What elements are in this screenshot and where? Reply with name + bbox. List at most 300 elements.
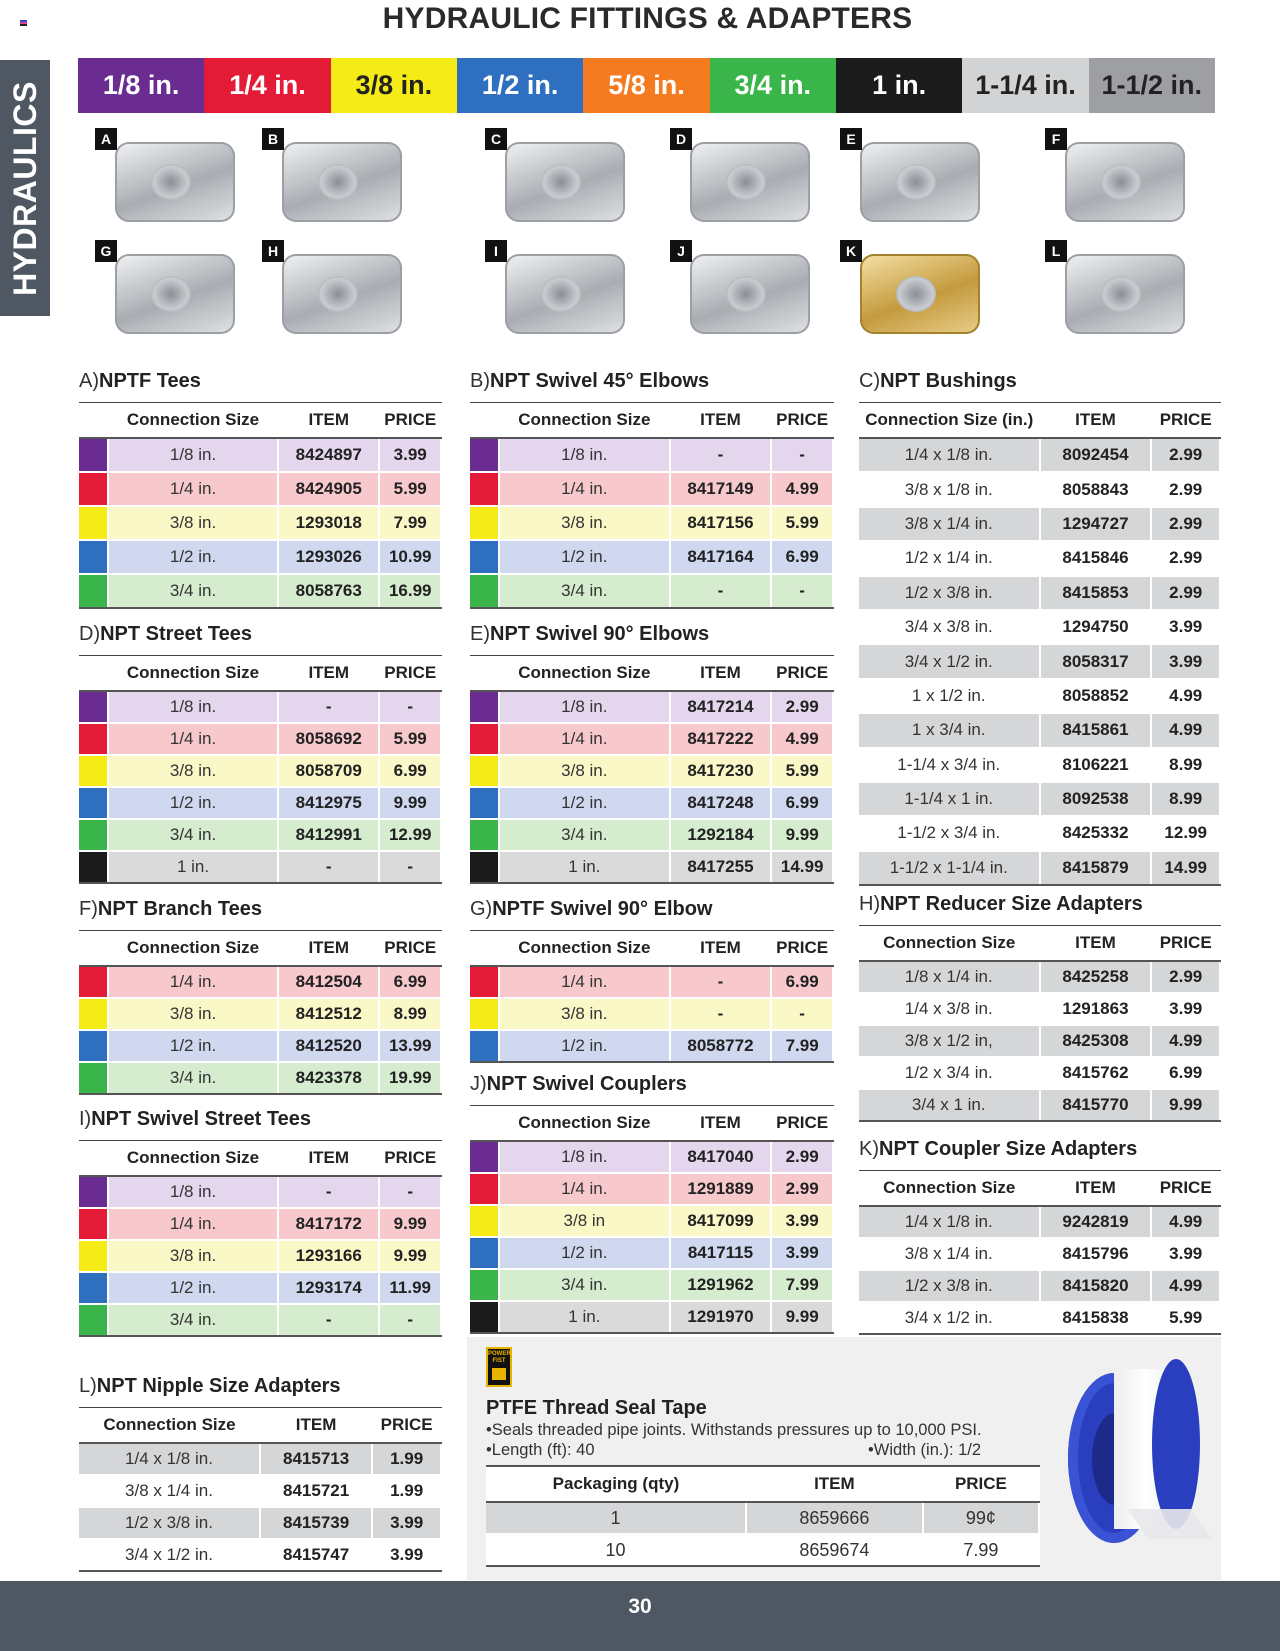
fitting-image-h [262, 240, 412, 340]
item-number-cell[interactable]: 8412975 [278, 787, 379, 819]
side-tab-label: HYDRAULICS [6, 80, 43, 296]
size-color-swatch [470, 1205, 499, 1237]
connection-size-cell: 1/4 x 1/8 in. [79, 1443, 260, 1475]
table-row [79, 1176, 441, 1208]
price-cell: 6.99 [771, 966, 833, 998]
connection-size-cell: 3/4 x 1/2 in. [859, 1302, 1040, 1334]
connection-size-cell: 3/8 in. [499, 755, 670, 787]
table-section-nptf-tees [79, 370, 442, 609]
size-color-swatch [470, 1269, 499, 1301]
price-cell: 7.99 [923, 1534, 1039, 1566]
size-color-swatch [470, 506, 499, 540]
size-color-swatch [79, 723, 108, 755]
item-number-cell[interactable]: 8412520 [278, 1030, 379, 1062]
table-row [859, 1025, 1220, 1057]
table-row [470, 787, 833, 819]
item-number-cell[interactable]: 8417164 [670, 540, 772, 574]
connection-size-cell: 1/8 x 1/4 in. [859, 961, 1040, 993]
table-row [79, 1030, 441, 1062]
price-cell: 2.99 [1151, 541, 1220, 575]
table-row [859, 782, 1220, 816]
price-cell: 3.99 [379, 438, 441, 472]
item-number-cell[interactable]: 8058317 [1040, 644, 1152, 678]
price-cell: 3.99 [372, 1507, 441, 1539]
item-number-cell[interactable]: 8415721 [260, 1475, 372, 1507]
table-row [79, 691, 441, 723]
price-cell: 3.99 [771, 1205, 833, 1237]
price-cell: 5.99 [1151, 1302, 1220, 1334]
column-header: ITEM [670, 931, 772, 966]
connection-size-cell: 1-1/2 x 3/4 in. [859, 816, 1040, 850]
item-number-cell[interactable]: 8424897 [278, 438, 379, 472]
item-number-cell[interactable]: 1291962 [670, 1269, 772, 1301]
table-row [79, 851, 441, 883]
tape-price-table [486, 1467, 1040, 1567]
table-section-npt-branch-tees [79, 898, 442, 1095]
connection-size-cell: 3/4 in. [108, 1304, 278, 1336]
item-number-cell[interactable]: 8092454 [1040, 438, 1152, 472]
item-number-cell[interactable]: 8415739 [260, 1507, 372, 1539]
item-number-cell[interactable]: 8092538 [1040, 782, 1152, 816]
connection-size-cell: 1/2 in. [499, 1030, 670, 1062]
price-cell: 13.99 [379, 1030, 441, 1062]
connection-size-cell: 1/8 in. [499, 438, 670, 472]
item-number-cell[interactable]: 8058843 [1040, 472, 1152, 506]
item-number-cell[interactable]: 8415853 [1040, 576, 1152, 610]
table-row [470, 1269, 833, 1301]
table-row [859, 644, 1220, 678]
connection-size-cell: 3/4 in. [108, 574, 278, 608]
table-row [79, 438, 441, 472]
item-number-cell[interactable]: 8415861 [1040, 713, 1152, 747]
connection-size-cell: 1/4 in. [499, 472, 670, 506]
item-number-cell[interactable]: 8058692 [278, 723, 379, 755]
table-row [470, 1141, 833, 1173]
column-header: PRICE [771, 656, 833, 691]
connection-size-cell: 1/2 in. [108, 540, 278, 574]
item-number-cell[interactable]: 8415796 [1040, 1238, 1152, 1270]
fitting-photo [860, 254, 980, 334]
power-fist-logo: POWER FIST [486, 1347, 512, 1387]
column-header: PRICE [1151, 926, 1220, 961]
section-letter: D) [79, 623, 101, 645]
column-header: ITEM [670, 1106, 772, 1141]
price-cell: 1.99 [372, 1475, 441, 1507]
price-cell: 7.99 [379, 506, 441, 540]
column-header: Connection Size [499, 403, 670, 438]
item-number-cell[interactable]: 1293018 [278, 506, 379, 540]
section-letter: L) [79, 1375, 97, 1397]
fitting-photo [505, 254, 625, 334]
column-header: Connection Size [499, 1106, 670, 1141]
fitting-image-g [95, 240, 245, 340]
size-color-swatch [79, 540, 108, 574]
connection-size-cell: 3/4 x 1/2 in. [79, 1539, 260, 1571]
price-cell: 3.99 [1151, 993, 1220, 1025]
table-row [859, 713, 1220, 747]
item-number-cell: 8659666 [746, 1502, 923, 1534]
price-table [859, 403, 1221, 886]
table-row [859, 541, 1220, 575]
section-heading [859, 893, 1221, 926]
table-row [79, 1240, 441, 1272]
page-title: HYDRAULIC FITTINGS & ADAPTERS [382, 2, 913, 35]
fitting-image-l [1045, 240, 1195, 340]
table-row [470, 851, 833, 883]
size-color-swatch [470, 851, 499, 883]
table-row [859, 748, 1220, 782]
column-header: ITEM [670, 403, 772, 438]
connection-size-cell: 3/8 in. [108, 1240, 278, 1272]
price-cell: - [379, 691, 441, 723]
item-number-cell[interactable]: 1291863 [1040, 993, 1152, 1025]
section-letter: C) [859, 370, 881, 392]
section-title: NPT Branch Tees [97, 898, 263, 920]
item-number-cell[interactable]: 1293166 [278, 1240, 379, 1272]
table-section-npt-swivel-90-elbows [470, 623, 834, 884]
item-number-cell[interactable]: 8412512 [278, 998, 379, 1030]
item-number-cell[interactable]: - [670, 438, 772, 472]
section-title: NPT Bushings [880, 370, 1017, 392]
section-heading [470, 370, 834, 403]
table-row [470, 472, 833, 506]
image-letter-label: I [485, 240, 507, 262]
connection-size-cell: 3/4 in. [108, 819, 278, 851]
item-number-cell[interactable]: 8417214 [670, 691, 772, 723]
item-number-cell[interactable]: 8417115 [670, 1237, 772, 1269]
table-row [859, 1238, 1220, 1270]
size-swatch-1-8-in-: 1/8 in. [78, 58, 204, 113]
column-header: ITEM [278, 656, 379, 691]
item-number-cell[interactable]: 8415713 [260, 1443, 372, 1475]
price-cell: - [771, 574, 833, 608]
size-color-swatch [470, 1237, 499, 1269]
fitting-photo [1065, 254, 1185, 334]
item-number-cell[interactable]: 8417156 [670, 506, 772, 540]
size-color-swatch [470, 723, 499, 755]
price-table [859, 1171, 1221, 1335]
item-number-cell[interactable]: 8425332 [1040, 816, 1152, 850]
price-table [79, 656, 442, 884]
column-header: Connection Size [499, 931, 670, 966]
size-color-swatch [79, 1304, 108, 1336]
item-number-cell[interactable]: - [278, 1304, 379, 1336]
table-row [859, 1270, 1220, 1302]
price-cell: 6.99 [379, 966, 441, 998]
item-number-cell[interactable]: 8417172 [278, 1208, 379, 1240]
tape-bullet-length: •Length (ft): 40 [486, 1441, 595, 1459]
price-cell: 5.99 [379, 472, 441, 506]
connection-size-cell: 1/8 in. [108, 691, 278, 723]
table-row [859, 1057, 1220, 1089]
item-number-cell[interactable]: 8058852 [1040, 679, 1152, 713]
connection-size-cell: 1/8 in. [499, 691, 670, 723]
fitting-image-e [840, 128, 990, 228]
price-cell: 9.99 [771, 819, 833, 851]
connection-size-cell: 3/4 in. [499, 574, 670, 608]
section-letter: G) [470, 898, 493, 920]
table-row [859, 438, 1220, 472]
item-number-cell[interactable]: 1291889 [670, 1173, 772, 1205]
column-header: Connection Size [108, 403, 278, 438]
section-letter: I) [79, 1108, 92, 1130]
price-cell: - [379, 851, 441, 883]
table-row [470, 691, 833, 723]
table-row [79, 966, 441, 998]
header-spacer [470, 931, 499, 966]
connection-size-cell: 1/2 x 3/8 in. [859, 1270, 1040, 1302]
item-number-cell[interactable]: 8425308 [1040, 1025, 1152, 1057]
connection-size-cell: 1/2 in. [499, 787, 670, 819]
price-cell: 19.99 [379, 1062, 441, 1094]
item-number-cell[interactable]: 8415820 [1040, 1270, 1152, 1302]
section-letter: J) [470, 1073, 487, 1095]
column-header: Connection Size [859, 926, 1040, 961]
connection-size-cell: 1/4 x 1/8 in. [859, 438, 1040, 472]
header-spacer [470, 403, 499, 438]
price-cell: 4.99 [771, 723, 833, 755]
table-row [79, 998, 441, 1030]
item-number-cell[interactable]: 9242819 [1040, 1206, 1152, 1238]
price-cell: 1.99 [372, 1443, 441, 1475]
column-header: Packaging (qty) [486, 1467, 746, 1502]
item-number-cell[interactable]: - [670, 998, 772, 1030]
table-row [79, 540, 441, 574]
size-color-swatch [79, 1030, 108, 1062]
size-color-swatch [79, 1062, 108, 1094]
fitting-image-b [262, 128, 412, 228]
item-number-cell[interactable]: 8425258 [1040, 961, 1152, 993]
connection-size-cell: 1-1/4 x 1 in. [859, 782, 1040, 816]
connection-size-cell: 1/4 in. [499, 723, 670, 755]
price-cell: 8.99 [379, 998, 441, 1030]
size-color-swatch [470, 574, 499, 608]
page-footer [0, 1581, 1280, 1651]
item-number-cell[interactable]: 8417149 [670, 472, 772, 506]
section-heading [859, 1138, 1221, 1171]
price-cell: 3.99 [771, 1237, 833, 1269]
item-number-cell[interactable]: - [278, 851, 379, 883]
table-row [79, 819, 441, 851]
table-row [79, 723, 441, 755]
packaging-qty-cell: 10 [486, 1534, 746, 1566]
section-heading [470, 1073, 834, 1106]
price-cell: - [379, 1176, 441, 1208]
price-table [470, 656, 834, 884]
item-number-cell[interactable]: 8417099 [670, 1205, 772, 1237]
item-number-cell[interactable]: 8424905 [278, 472, 379, 506]
item-number-cell: 8659674 [746, 1534, 923, 1566]
table-section-nptf-swivel-90-elbow [470, 898, 834, 1063]
price-cell: 3.99 [372, 1539, 441, 1571]
section-title: NPT Street Tees [100, 623, 253, 645]
item-number-cell[interactable]: 1292184 [670, 819, 772, 851]
item-number-cell[interactable]: - [278, 1176, 379, 1208]
item-number-cell[interactable]: 8415879 [1040, 851, 1152, 885]
size-color-swatch [470, 438, 499, 472]
image-letter-label: B [262, 128, 284, 150]
table-row [859, 961, 1220, 993]
item-number-cell[interactable]: 8058709 [278, 755, 379, 787]
table-row [470, 819, 833, 851]
item-number-cell[interactable]: 8417222 [670, 723, 772, 755]
connection-size-cell: 1/8 in. [108, 1176, 278, 1208]
column-header: PRICE [379, 403, 441, 438]
table-row [859, 610, 1220, 644]
connection-size-cell: 1/2 x 3/8 in. [79, 1507, 260, 1539]
item-number-cell[interactable]: 8415747 [260, 1539, 372, 1571]
connection-size-cell: 3/8 in. [499, 998, 670, 1030]
price-cell: 9.99 [379, 1208, 441, 1240]
connection-size-cell: 1/4 in. [499, 1173, 670, 1205]
section-heading [470, 623, 834, 656]
table-row [79, 755, 441, 787]
column-header: PRICE [923, 1467, 1039, 1502]
connection-size-cell: 3/8 x 1/4 in. [859, 507, 1040, 541]
item-number-cell[interactable]: 8415762 [1040, 1057, 1152, 1089]
price-cell: 14.99 [771, 851, 833, 883]
connection-size-cell: 1/4 in. [108, 1208, 278, 1240]
tape-spool-image [1068, 1359, 1208, 1549]
table-row [79, 1208, 441, 1240]
size-color-swatch [79, 1240, 108, 1272]
table-row [470, 1301, 833, 1333]
item-number-cell[interactable]: - [278, 691, 379, 723]
price-cell: 6.99 [379, 755, 441, 787]
table-row [859, 1206, 1220, 1238]
price-cell: 12.99 [1151, 816, 1220, 850]
ptfe-tape-panel [467, 1337, 1221, 1580]
size-color-swatch [470, 755, 499, 787]
size-color-swatch [470, 1301, 499, 1333]
table-row [79, 472, 441, 506]
item-number-cell[interactable]: 1293174 [278, 1272, 379, 1304]
column-header: Connection Size [108, 1141, 278, 1176]
table-row [859, 1089, 1220, 1121]
item-number-cell[interactable]: 1291970 [670, 1301, 772, 1333]
item-number-cell[interactable]: 8417040 [670, 1141, 772, 1173]
column-header: ITEM [1040, 403, 1152, 438]
size-color-swatch [79, 966, 108, 998]
price-cell: 4.99 [1151, 1025, 1220, 1057]
section-heading [79, 1375, 442, 1408]
section-heading [79, 1108, 442, 1141]
table-row [79, 1507, 441, 1539]
price-table [470, 403, 834, 609]
section-title: NPTF Tees [99, 370, 201, 392]
item-number-cell[interactable]: 8106221 [1040, 748, 1152, 782]
connection-size-cell: 1/8 in. [108, 438, 278, 472]
price-cell: 7.99 [771, 1269, 833, 1301]
table-row [470, 1205, 833, 1237]
header-spacer [470, 656, 499, 691]
price-cell: 6.99 [771, 787, 833, 819]
item-number-cell[interactable]: - [670, 574, 772, 608]
fitting-photo [282, 142, 402, 222]
item-number-cell[interactable]: 8412991 [278, 819, 379, 851]
header-spacer [470, 1106, 499, 1141]
column-header: ITEM [1040, 926, 1152, 961]
connection-size-cell: 3/8 x 1/8 in. [859, 472, 1040, 506]
image-letter-label: A [95, 128, 117, 150]
price-cell: 4.99 [1151, 679, 1220, 713]
section-heading [859, 370, 1221, 403]
item-number-cell[interactable]: 8417248 [670, 787, 772, 819]
image-letter-label: D [670, 128, 692, 150]
item-number-cell[interactable]: 1294750 [1040, 610, 1152, 644]
price-cell: 8.99 [1151, 748, 1220, 782]
table-section-npt-nipple-size-adapters [79, 1375, 442, 1572]
price-cell: 4.99 [1151, 1206, 1220, 1238]
image-letter-label: H [262, 240, 284, 262]
table-row [470, 540, 833, 574]
item-number-cell[interactable]: 8417230 [670, 755, 772, 787]
connection-size-cell: 3/8 in. [108, 506, 278, 540]
section-title: NPTF Swivel 90° Elbow [492, 898, 713, 920]
item-number-cell[interactable]: 8058772 [670, 1030, 772, 1062]
price-cell: 9.99 [771, 1301, 833, 1333]
column-header: PRICE [771, 1106, 833, 1141]
image-letter-label: C [485, 128, 507, 150]
size-color-swatch [79, 1272, 108, 1304]
column-header: PRICE [1151, 403, 1220, 438]
section-letter: F) [79, 898, 98, 920]
item-number-cell[interactable]: 8058763 [278, 574, 379, 608]
item-number-cell[interactable]: - [670, 966, 772, 998]
table-row [470, 966, 833, 998]
item-number-cell[interactable]: 8423378 [278, 1062, 379, 1094]
connection-size-cell: 1/2 in. [108, 1272, 278, 1304]
price-cell: 4.99 [1151, 1270, 1220, 1302]
fitting-photo [1065, 142, 1185, 222]
fitting-image-i [485, 240, 635, 340]
page-number: 30 [628, 1595, 652, 1618]
section-title: NPT Swivel Couplers [486, 1073, 687, 1095]
price-cell: 2.99 [771, 1173, 833, 1205]
connection-size-cell: 3/8 x 1/4 in. [79, 1475, 260, 1507]
price-cell: 3.99 [1151, 610, 1220, 644]
section-heading [470, 898, 834, 931]
item-number-cell[interactable]: 8412504 [278, 966, 379, 998]
image-letter-label: K [840, 240, 862, 262]
connection-size-cell: 3/4 x 1 in. [859, 1089, 1040, 1121]
item-number-cell[interactable]: 8415838 [1040, 1302, 1152, 1334]
table-row [470, 1173, 833, 1205]
price-cell: - [379, 1304, 441, 1336]
price-table [79, 403, 442, 609]
size-color-swatch [79, 819, 108, 851]
size-color-swatch [470, 540, 499, 574]
item-number-cell[interactable]: 8415770 [1040, 1089, 1152, 1121]
fitting-image-j [670, 240, 820, 340]
size-swatch-1-1-4-in-: 1-1/4 in. [962, 58, 1088, 113]
item-number-cell[interactable]: 8415846 [1040, 541, 1152, 575]
item-number-cell[interactable]: 1294727 [1040, 507, 1152, 541]
table-row [79, 787, 441, 819]
connection-size-cell: 1/4 in. [499, 966, 670, 998]
column-header: PRICE [379, 931, 441, 966]
size-swatch-1-in-: 1 in. [836, 58, 962, 113]
section-title: NPT Swivel 90° Elbows [490, 623, 710, 645]
item-number-cell[interactable]: 1293026 [278, 540, 379, 574]
column-header: Connection Size [108, 656, 278, 691]
column-header: ITEM [260, 1408, 372, 1443]
price-cell: 3.99 [1151, 644, 1220, 678]
price-cell: 6.99 [771, 540, 833, 574]
item-number-cell[interactable]: 8417255 [670, 851, 772, 883]
connection-size-cell: 3/8 x 1/4 in. [859, 1238, 1040, 1270]
connection-size-cell: 1/2 x 3/4 in. [859, 1057, 1040, 1089]
